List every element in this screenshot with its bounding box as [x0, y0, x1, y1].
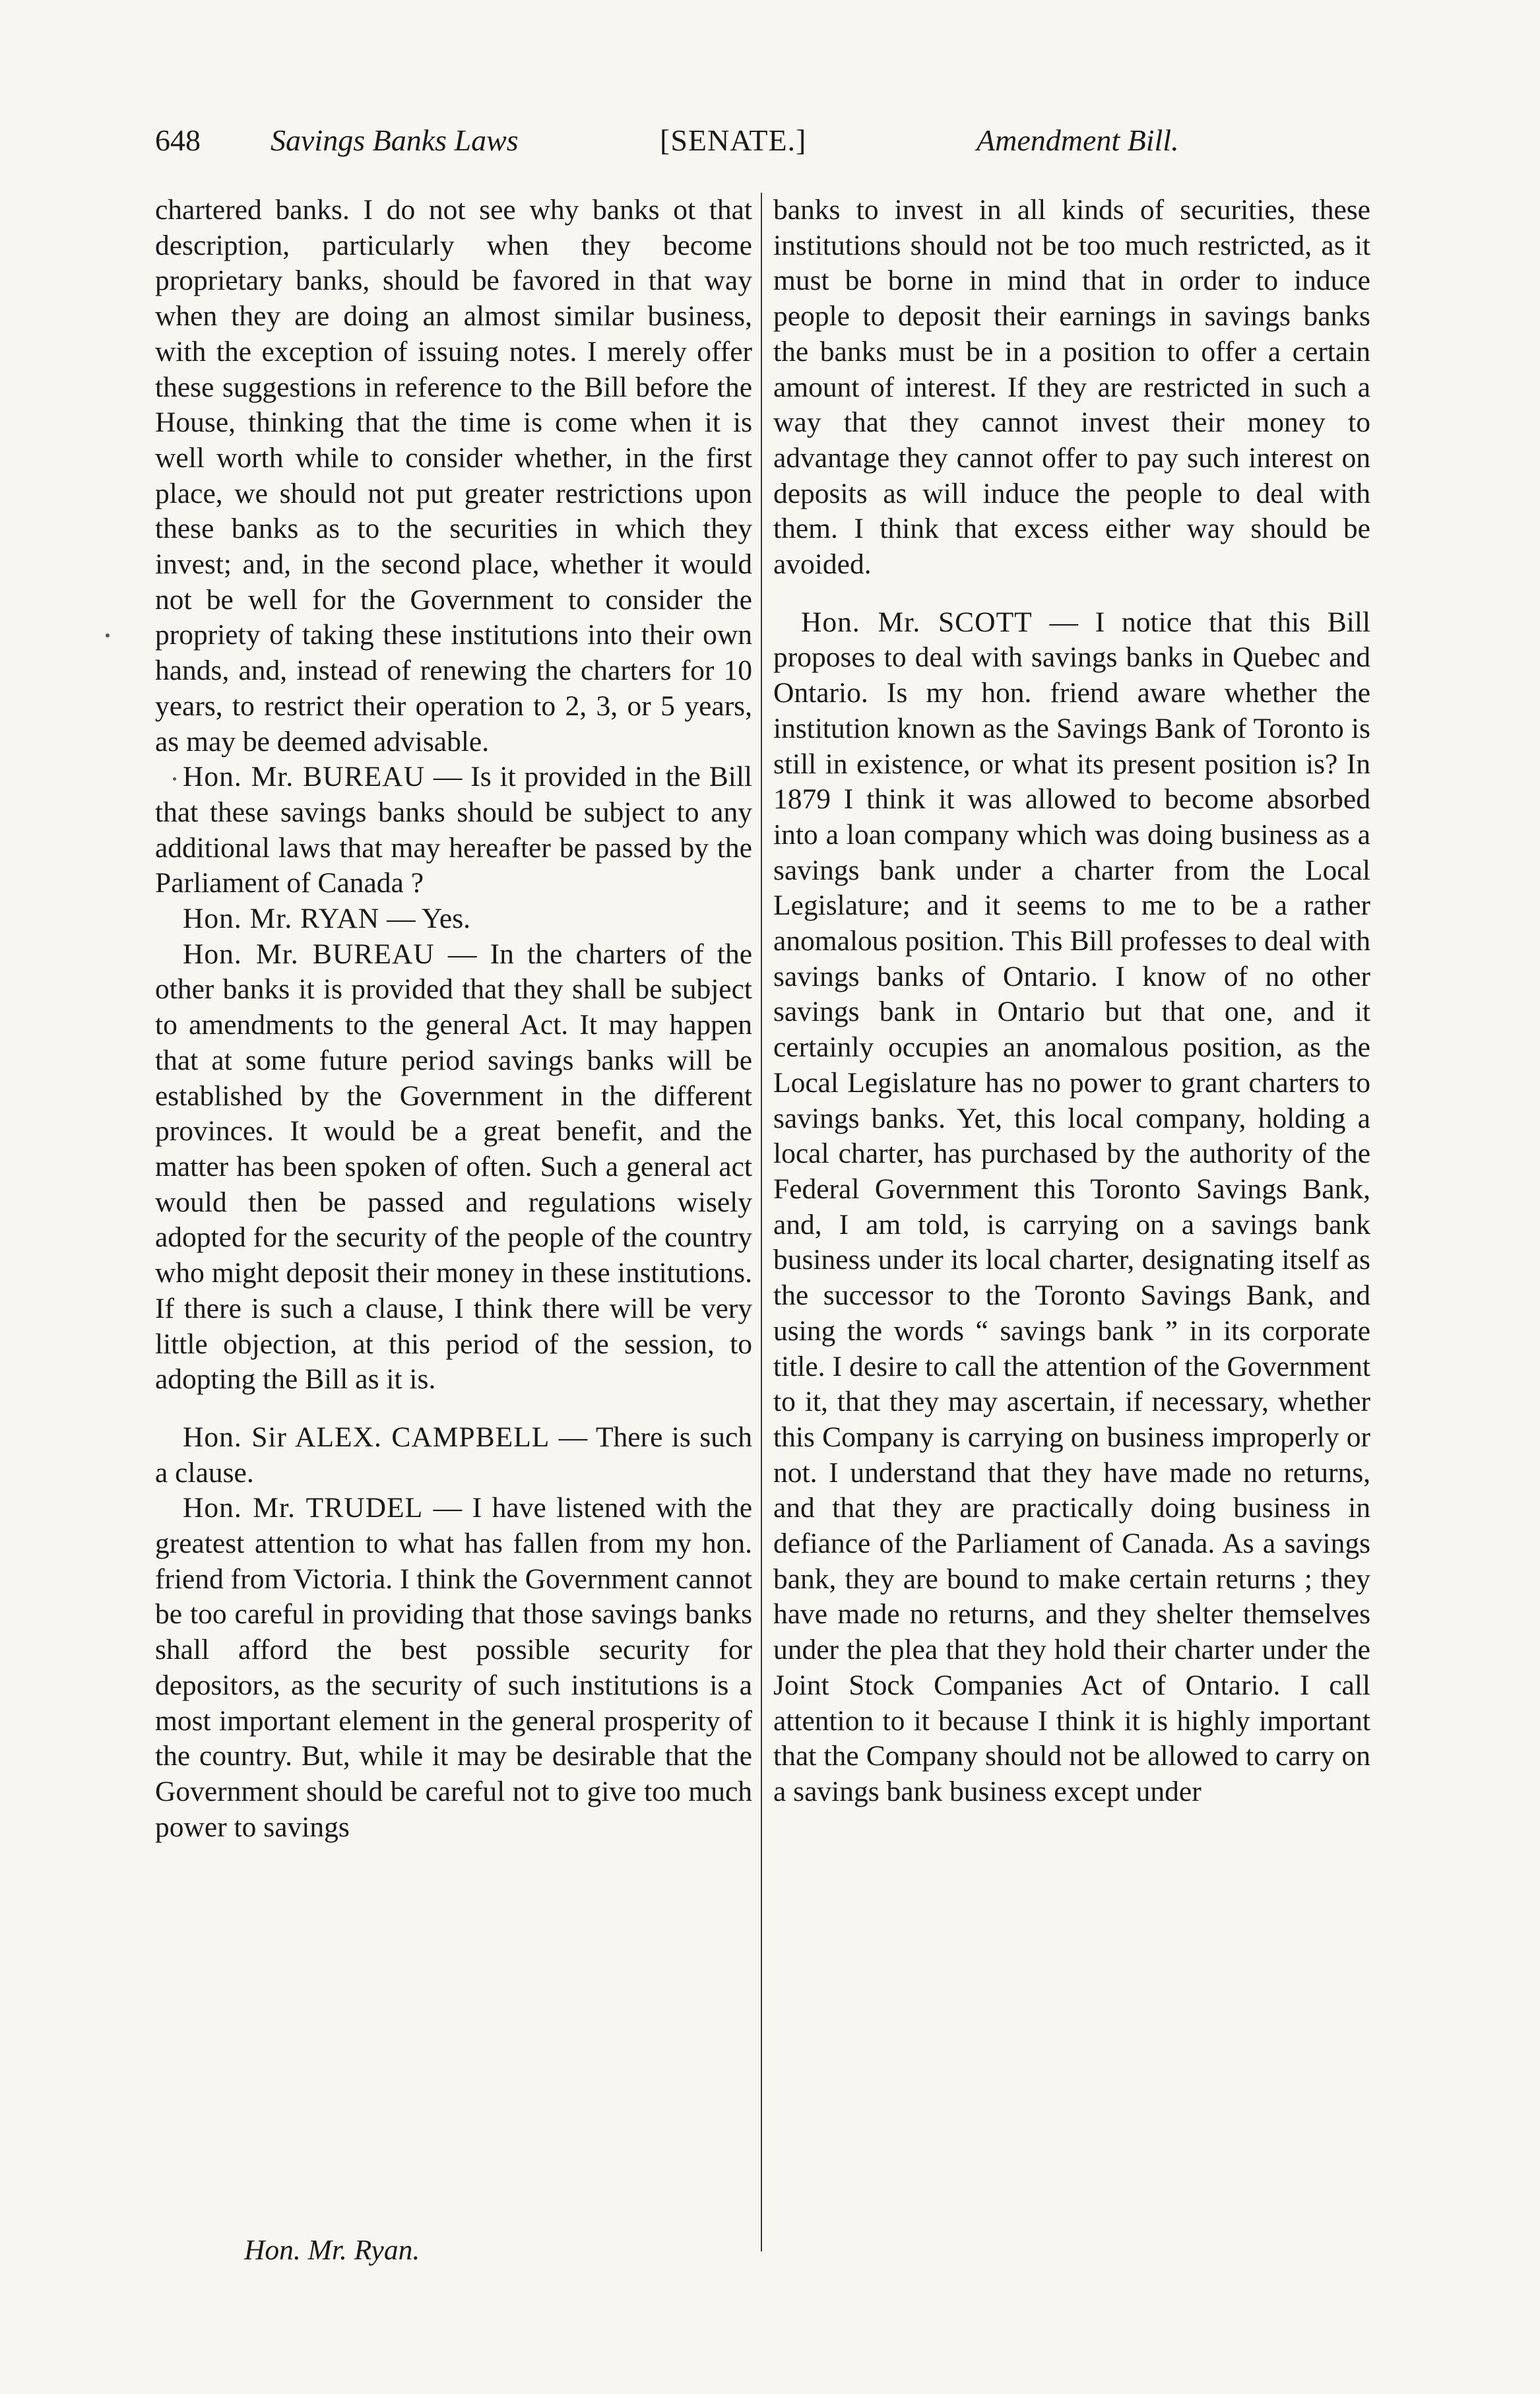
paragraph: banks to invest in all kinds of securities, these institutions should not be too much restricted, as it must be borne in mind that in order to induce people to deposit their earnings in savings banks the banks must be in a position to offer a certain amount of interest. If they are restricted in such a way that they cannot invest their money to advantage they cannot offer to pay such interest on deposits as will induce the people to deal with them. I think that excess either way should be avoided.: [773, 194, 1370, 581]
margin-mark: [173, 777, 176, 781]
page-header: [155, 117, 1356, 164]
running-title-left: Savings Banks Laws: [271, 123, 519, 157]
running-title-center: [SENATE.]: [660, 123, 807, 157]
margin-mark: [106, 633, 110, 637]
paragraph: Hon. Mr. BUREAU — Is it provided in the Bill that these savings banks should be subject to any additional laws that may hereafter be passed by the Parliament of Canada ?: [155, 761, 752, 899]
column-divider: [761, 193, 762, 2251]
footer-signature: Hon. Mr. Ryan.: [244, 2234, 420, 2266]
paragraph: Hon. Mr. RYAN — Yes.: [183, 903, 471, 935]
right-column: [773, 193, 1370, 1810]
speaker-name: Hon. Mr. BUREAU: [183, 761, 425, 793]
running-title-right: Amendment Bill.: [977, 123, 1179, 157]
paragraph: chartered banks. I do not see why banks ot that description, particularly when they become proprietary banks, should be favored in that way when they are doing an almost similar business, with the exception of issuing notes. I merely offer these suggestions in reference to the Bill before the House, thinking that the time is come when it is well worth while to consider whether, in the first place, we should not put greater restrictions upon these banks as to the securities in which they invest; and, in the second place, whether it would not be well for the Government to consider the propriety of taking these institutions into their own hands, and, instead of renewing the charters for 10 years, to restrict their operation to 2, 3, or 5 years, as may be deemed advisable.: [155, 194, 752, 758]
paragraph: Hon. Mr. BUREAU — In the charters of the other banks it is provided that they shall be subject to amendments to the general Act. It may happen that at some future period savings banks will be established by the Government in the different provinces. It would be a great benefit, and the matter has been spoken of often. Such a general act would then be passed and regulations wisely adopted for the security of the people of the country who might deposit their money in these institutions. If there is such a clause, I think there will be very little objection, at this period of the session, to adopting the Bill as it is.: [155, 938, 752, 1396]
paragraph: Hon. Sir ALEX. CAMPBELL — There is such a clause.: [155, 1421, 753, 1489]
speaker-name: Hon. Sir ALEX. CAMPBELL: [183, 1421, 550, 1453]
paragraph: Hon. Mr. SCOTT — I notice that this Bill proposes to deal with savings banks in Quebec and Ontario. Is my hon. friend aware whether the institution known as the Savings Bank of Toronto is still in existence, or what its present position is? In 1879 I think it was allowed to become absorbed into a loan company which was doing business as a savings bank under a charter from the Local Legislature; and it seems to me to be a rather anomalous position. This Bill professes to deal with savings banks of Ontario. I know of no other savings bank in Ontario but that one, and it certainly occupies an anomalous position, as the Local Legislature has no power to grant charters to savings banks. Yet, this local company, holding a local charter, has purchased by the authority of the Federal Government this Toronto Savings Bank, and, I am told, is carrying on a savings bank business under its local charter, designating itself as the successor to the Toronto Savings Bank, and using the words “ savings bank ” in its corporate title. I desire to call the attention of the Government to it, that they may ascertain, if necessary, whether this Company is carrying on business improperly or not. I understand that they have made no returns, and that they are practically doing business in defiance of the Parliament of Canada. As a savings bank, they are bound to make certain returns ; they have made no returns, and they shelter themselves under the plea that they hold their charter under the Joint Stock Companies Act of Ontario. I call attention to it because I think it is highly important that the Company should not be allowed to carry on a savings bank business except under: [773, 606, 1371, 1807]
page-number: 648: [155, 123, 201, 157]
speaker-name: Hon. Mr. BUREAU: [183, 938, 435, 970]
speaker-name: Hon. Mr. TRUDEL: [183, 1492, 424, 1524]
paragraph: Hon. Mr. TRUDEL — I have listened with the greatest attention to what has fallen from my hon. friend from Victoria. I think the Government cannot be too careful in providing that those savings banks shall afford the best possible security for depositors, as the security of such institutions is a most important element in the general prosperity of the country. But, while it may be desirable that the Government should be careful not to give too much power to savings: [155, 1492, 752, 1843]
speaker-name: Hon. Mr. RYAN: [183, 903, 380, 935]
speaker-name: Hon. Mr. SCOTT: [801, 606, 1033, 638]
left-column: [155, 193, 752, 1845]
